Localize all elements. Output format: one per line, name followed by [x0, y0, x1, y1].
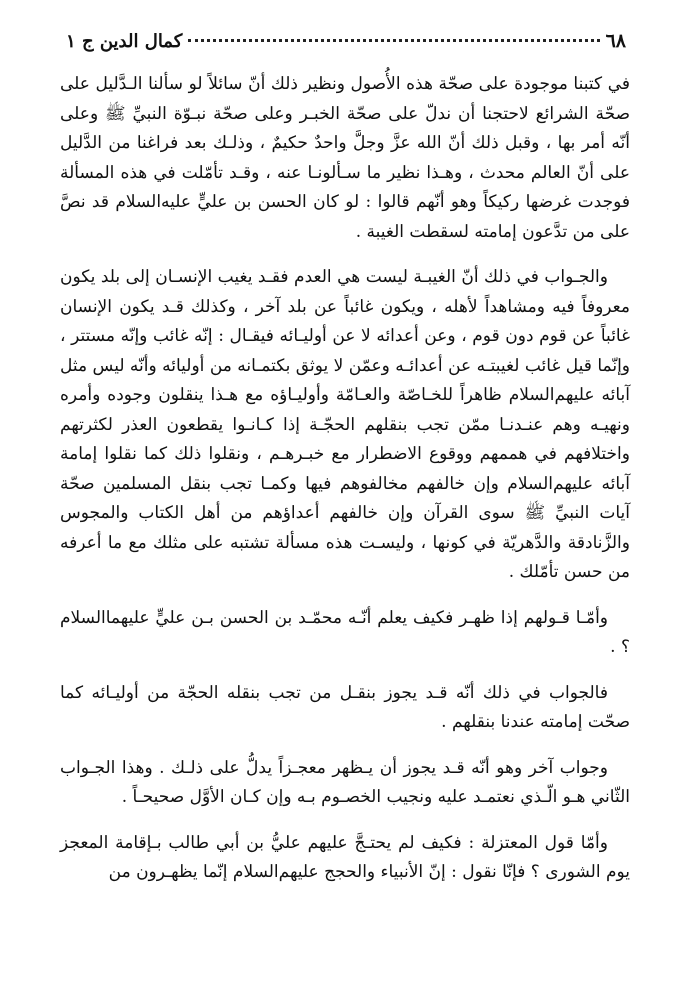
paragraph-5: وجواب آخر وهو أنّه قـد يجوز أن يـظهر معجـزاً يدلُّ على ذلـك . وهذا الجـواب الثّاني هـو الّـذي نعتمـد عليه ونجيب الخصـوم بـه وإن كـان الأوَّل صحيحـاً .: [60, 757, 630, 807]
paragraph-6: وأمّا قول المعتزلة : فكيف لم يحتـجَّ عليهم عليُّ بن أبي طالب بـإقامة المعجز يوم الشورى ؟ فإنّا نقول : إنّ الأنبياء والحجج عليهم‌السلام إنّما يظهـرون من: [60, 832, 630, 882]
page-header: [60, 30, 630, 60]
header-dotted-leader: [188, 39, 599, 42]
page-number: ٦٨: [605, 30, 626, 52]
paragraph-4: فالجواب في ذلك أنّه قـد يجوز بنقـل من تجب بنقله الحجّة من أوليـائه كما صحّت إمامته عندنا بنقلهم .: [60, 682, 630, 732]
book-title: كمال الدين ج ١: [66, 31, 183, 52]
paragraph-3: وأمّـا قـولهم إذا ظهـر فكيف يعلم أنّـه محمّـد بن الحسن بـن عليٍّ عليهما‌السلام ؟ .: [60, 607, 630, 657]
paragraph-2: والجـواب في ذلك أنّ الغيبـة ليست هي العدم فقـد يغيب الإنسـان إلى بلد يكون معروفاً فيه ومشاهداً لأهله ، ويكون غائباً عن بلد آخر ، وكذلك قـد يكون الإنسان غائباً عن قوم دون قوم ، وعن أعدائه لا عن أوليـائه فيقـال : إنّه غائب وإنّه مستتر ، وإنّما قيل غائب لغيبتـه عن أعدائـه وعمّن لا يوثق بكتمـانه من أوليائه وأنّه ليس مثل آبائه عليهم‌السلام ظاهراً للخـاصّة والعـامّة وأوليـاؤه مع هـذا ينقلون وجوده وأمره ونهيـه وهم عنـدنـا ممّن تجب بنقلهم الحجّـة إذا كـانـوا يقطعون العذر لكثرتهم واختلافهم في هممهم ووقوع الاضطرار مع خبـرهـم ، ونقلوا ذلك كما نقلوا إمامة آبائه عليهم‌السلام وإن خالفهم مخالفوهم فيها وكمـا تجب بنقل المسلمين صحّة آيات النبيِّ ﷺ سوى القرآن وإن خالفهم أعداؤهم من أهل الكتاب والمجوس والزَّنادقة والدَّهريّة في كونها ، وليسـت هذه مسألة تشتبه على مثلك مع ما أعرفه من حسن تأمّلك .: [60, 267, 630, 582]
paragraph-1: في كتبنا موجودة على صحّة هذه الأُصول ونظير ذلك أنّ سائلاً لو سألنا الـدَّليل على صحّة الشرائع لاحتجنا أن ندلّ على صحّة الخبـر وعلى صحّة نبـوّة النبيِّ ﷺ وعلى أنّه أمر بها ، وقبل ذلك أنّ الله عزَّ وجلَّ واحدٌ حكيمٌ ، وذلـك بعد فراغنا من الدَّليل على أنّ العالم محدث ، وهـذا نظير ما سـألونـا عنه ، وقـد تأمّلت في هذه المسألة فوجدت غرضها ركيكاً وهو أنّهم قالوا : لو كان الحسن بن عليٍّ عليه‌السلام قد نصَّ على من تدَّعون إمامته لسقطت الغيبة .: [60, 74, 630, 242]
